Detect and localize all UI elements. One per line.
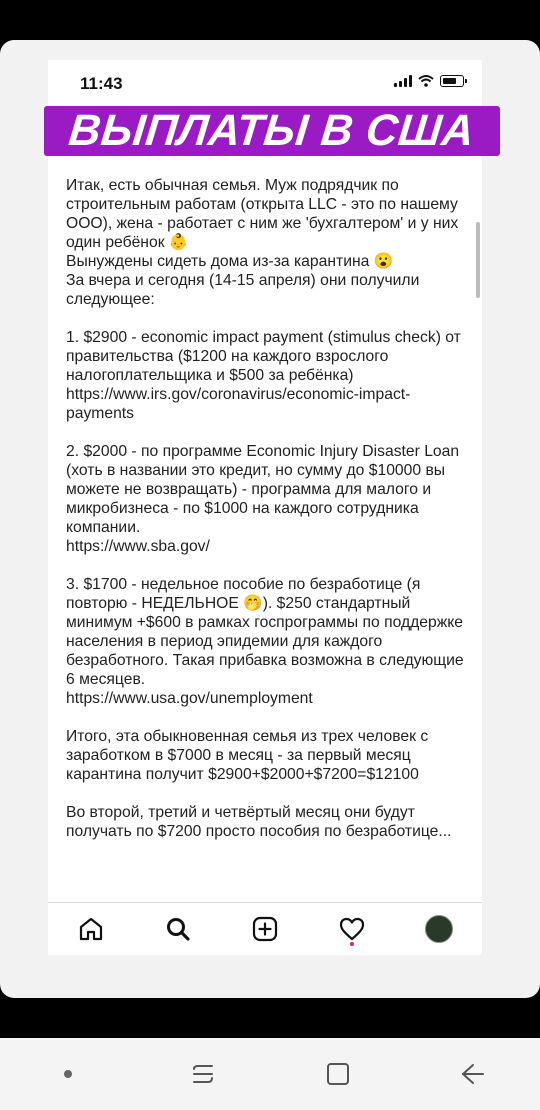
paragraph-total: Итого, эта обыкновенная семья из трех человек с заработком в $7000 в месяц - за первый месяц карантина получит $2900+$2000+$7200=$12100 <box>66 728 429 783</box>
battery-icon <box>440 75 464 87</box>
scrollbar[interactable] <box>476 222 480 298</box>
banner-title: ВЫПЛАТЫ В США <box>66 106 478 155</box>
recent-apps-button[interactable] <box>173 1044 233 1104</box>
home-square-icon <box>324 1060 352 1088</box>
status-time: 11:43 <box>80 74 123 93</box>
paragraph-item-2: 2. $2000 - по программе Economic Injury Disaster Loan (хоть в названии это кредит, но сумму до $10000 вы можете не возвращать) - программа для малого и микробизнеса - по $1000 на каждого сотрудника компании. https://www.sba.gov/ <box>66 443 460 555</box>
title-banner <box>44 106 500 156</box>
heart-icon <box>338 915 366 943</box>
nav-dot-button[interactable] <box>38 1044 98 1104</box>
wifi-icon <box>418 75 434 87</box>
dot-icon <box>63 1069 73 1079</box>
tab-activity[interactable] <box>332 909 372 949</box>
paragraph-item-1: 1. $2900 - economic impact payment (stimulus check) от правительства ($1200 на каждого взрослого налогоплательщика и $500 за ребёнка) https://www.irs.gov/coronavirus/economic-impact-payments <box>66 329 461 422</box>
back-button[interactable] <box>443 1044 503 1104</box>
notification-dot <box>350 942 354 946</box>
back-icon <box>459 1060 487 1088</box>
search-icon <box>164 915 192 943</box>
bottom-tab-bar <box>48 902 482 955</box>
signal-icon <box>394 75 412 87</box>
recent-apps-icon <box>189 1060 217 1088</box>
add-post-icon <box>251 915 279 943</box>
paragraph-outro: Во второй, третий и четвёртый месяц они будут получать по $7200 просто пособия по безработице... <box>66 804 452 840</box>
tab-search[interactable] <box>158 909 198 949</box>
system-nav-bar <box>0 1038 540 1110</box>
tab-add-post[interactable] <box>245 909 285 949</box>
paragraph-intro: Итак, есть обычная семья. Муж подрядчик по строительным работам (открыта LLC - это по нашему ООО), жена - работает с ним же 'бухгалтером' и у них один ребёнок 👶 Вынуждены сидеть дома из-за карантина 😮 За вчера и сегодня (14-15 апреля) они получили следующее: <box>66 177 459 308</box>
tab-profile[interactable] <box>419 909 459 949</box>
status-icons <box>394 74 464 88</box>
paragraph-item-3: 3. $1700 - недельное пособие по безработице (я повторю - НЕДЕЛЬНОЕ 🤭). $250 стандартный минимум +$600 в рамках госпрограммы по поддержке населения в период эпидемии для каждого безработного. Такая прибавка возможна в следующие 6 месяцев. https://www.usa.gov/unemployment <box>66 576 464 707</box>
tab-home[interactable] <box>71 909 111 949</box>
post-text <box>66 176 466 860</box>
home-icon <box>77 915 105 943</box>
home-button[interactable] <box>308 1044 368 1104</box>
profile-avatar <box>425 915 453 943</box>
status-bar <box>48 60 482 100</box>
